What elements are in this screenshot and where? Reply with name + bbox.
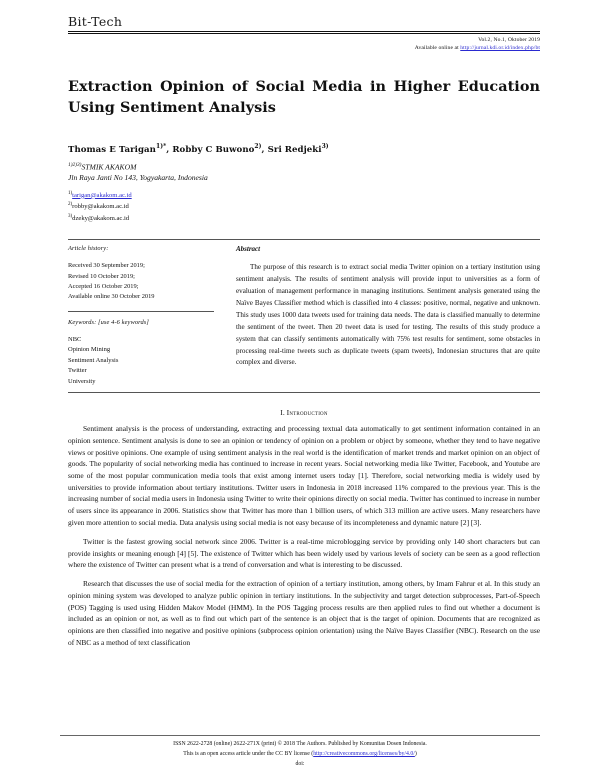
email-1-marker: 1) [68, 190, 73, 196]
author-3-marker: 3) [321, 142, 329, 150]
list-item: Accepted 16 October 2019; [68, 282, 139, 290]
email-1-link[interactable]: tarigan@akakom.ac.id [72, 191, 132, 199]
email-line [68, 213, 540, 225]
footer-license-line [60, 750, 540, 760]
affiliation-block [68, 162, 540, 184]
list-item: Revised 10 October 2019; [68, 272, 135, 280]
journal-name: Bit-Tech [68, 14, 123, 29]
list-item: NBC [68, 335, 82, 343]
journal-url-link[interactable]: http://jurnal.kdi.or.id/index.php/bt [460, 45, 540, 52]
email-3-marker: 3) [68, 214, 73, 220]
abstract-block [68, 239, 540, 393]
introduction-paragraph-3: Research that discusses the use of social media for the extraction of opinion of a tertiary institution, among others, by Imam Fahrur et al. In this study an opinion mining system was developed to analyze public opinion in tertiary institutions. In the subjectivity and target detection subprocesses, Part-of-Speech (POS) Tagging is used using Hidden Makov Model (HMM). In the POS Tagging process results are then applied rules to find out whether a document is included as an opinion or not, as well as to find out which part of the sentence is an object that is the target of opinion. Documents that are recognized as opinions are then classified into negative and positive opinions (subprocess opinion orientation) using the Naïve Bayes Classifier (NBC). Research on the use of NBC as a method of text classification [68, 579, 540, 647]
license-text-close: ) [414, 751, 417, 758]
abstract-sidebar [68, 245, 218, 387]
masthead [68, 14, 540, 53]
email-line [68, 190, 540, 202]
affiliation-org-name: STMIK AKAKOM [81, 162, 137, 172]
author-2-marker: 2) [254, 142, 262, 150]
available-online-line [68, 44, 540, 53]
affiliation-address: Jln Raya Janti No 143, Yogyakarta, Indonesia [68, 172, 208, 182]
license-url-link[interactable]: http://creativecommons.org/licenses/by/4.0/ [313, 751, 415, 758]
footer-doi-line: doi: [295, 761, 305, 768]
keywords-heading: Keywords: [use 4-6 keywords] [68, 318, 149, 326]
email-list [68, 190, 540, 226]
abstract-content [232, 245, 540, 387]
email-2-marker: 2) [68, 202, 73, 208]
author-1-marker: 1)* [155, 142, 167, 150]
section-heading-introduction [68, 408, 540, 417]
author-1-name: Thomas E Tarigan [68, 144, 156, 155]
section-number: I. [280, 408, 285, 418]
article-history-heading: Article history: [68, 245, 109, 253]
footer-issn-line: ISSN 2622-2728 (online) 2622-271X (print) © 2018 The Authors. Published by Komunitas Dosen Indonesia. [173, 741, 427, 748]
article-history-list [68, 261, 214, 303]
introduction-paragraph-2: Twitter is the fastest growing social network since 2006. Twitter is a real-time microblogging service by providing only 140 short characters but can provide insights or meaning enough [4] [5]. The existence of Twitter which has been widely used by various levels of society can be seen as a good reflection where the existence of Twitter can present what is a trend of conversation and what is interesting to be discussed. [68, 536, 540, 570]
author-2-name: , Robby C Buwono [166, 144, 255, 155]
affiliation-markers: 1)2)3) [68, 161, 82, 168]
masthead-divider [68, 31, 540, 34]
page-footer [0, 735, 600, 770]
list-item: Sentiment Analysis [68, 356, 119, 364]
email-2-address: robby@akakom.ac.id [72, 203, 129, 211]
footer-divider [60, 735, 540, 736]
list-item: University [68, 377, 96, 385]
author-list [68, 143, 540, 155]
email-line [68, 201, 540, 213]
page-title: Extraction Opinion of Social Media in Higher Education Using Sentiment Analysis [68, 77, 540, 116]
email-3-address: dzeky@akakom.ac.id [72, 215, 130, 223]
license-text: This is an open access article under the CC BY license ( [183, 751, 314, 758]
sidebar-divider [68, 311, 214, 312]
volume-issue-line: Vol.2, No.1, Oktober 2019 [478, 36, 540, 43]
affiliation-org [68, 162, 540, 173]
abstract-heading: Abstract [236, 245, 261, 254]
available-online-label: Available online at [414, 45, 461, 52]
list-item: Available online 30 October 2019 [68, 293, 155, 301]
introduction-paragraph-1: Sentiment analysis is the process of understanding, extracting and processing textual data automatically to get sentiment information contained in an opinion sentence. Sentiment analysis is done to see an opinion or tendency of opinion on a problem or object by someone, whether they tend to have negative views or positive opinions. One example of using sentiment analysis in the real world is the identification of market trends and market opinion on an object of goods. The popularity of social networking media has continued to increase in recent years. Social networking media like Twitter, Facebook, and Youtube are some of the most popular communication media tools that exist among internet users today [1]. Therefore, social networking media is widely used by universities to provide information about tertiary institutions. Twitter users in Indonesia in 2018 increased 11% compared to the previous year. This is the increasing number of social media users in Indonesia using Twitter to write their opinions directly on social media. Twitter has continued to increase in number of users since its appearance in 2006. Statistics show that Twitter has more than 1 billion users, of which 313 million are active users. Many researchers have given more attention to social media. Data analysis using social media is not easy because of its incompleteness and dynamic nature [2] [3]. [68, 424, 540, 527]
list-item: Twitter [68, 367, 87, 375]
section-title: Introduction [286, 408, 328, 418]
list-item: Received 30 September 2019; [68, 262, 145, 270]
author-3-name: , Sri Redjeki [261, 144, 322, 155]
abstract-text: The purpose of this research is to extract social media Twitter opinion on a tertiary institution using sentiment analysis. The results of sentiment analysis will provide input to universities as a form of evaluation of management performance in managing institutions. Sentiment analysis generated using the Naïve Bayes Classifier method which is classified into 4 classes: positive, normal, negative and unknown. This study uses 1000 data tweets used for training data needs. The data is classified manually to determine the sentiment of the tweet. Then 20 tweet data is used for testing. The results of this study produce a system that can classify sentiments automatically with 75% test results for sentiment, some obstacles in processing real-time tweets such as duplicate tweets (spam tweets), Indonesian structures that are quite complex and diverse. [236, 263, 540, 367]
keywords-list [68, 335, 214, 388]
masthead-meta [68, 36, 540, 53]
list-item: Opinion Mining [68, 346, 111, 354]
authors-block [68, 143, 540, 226]
